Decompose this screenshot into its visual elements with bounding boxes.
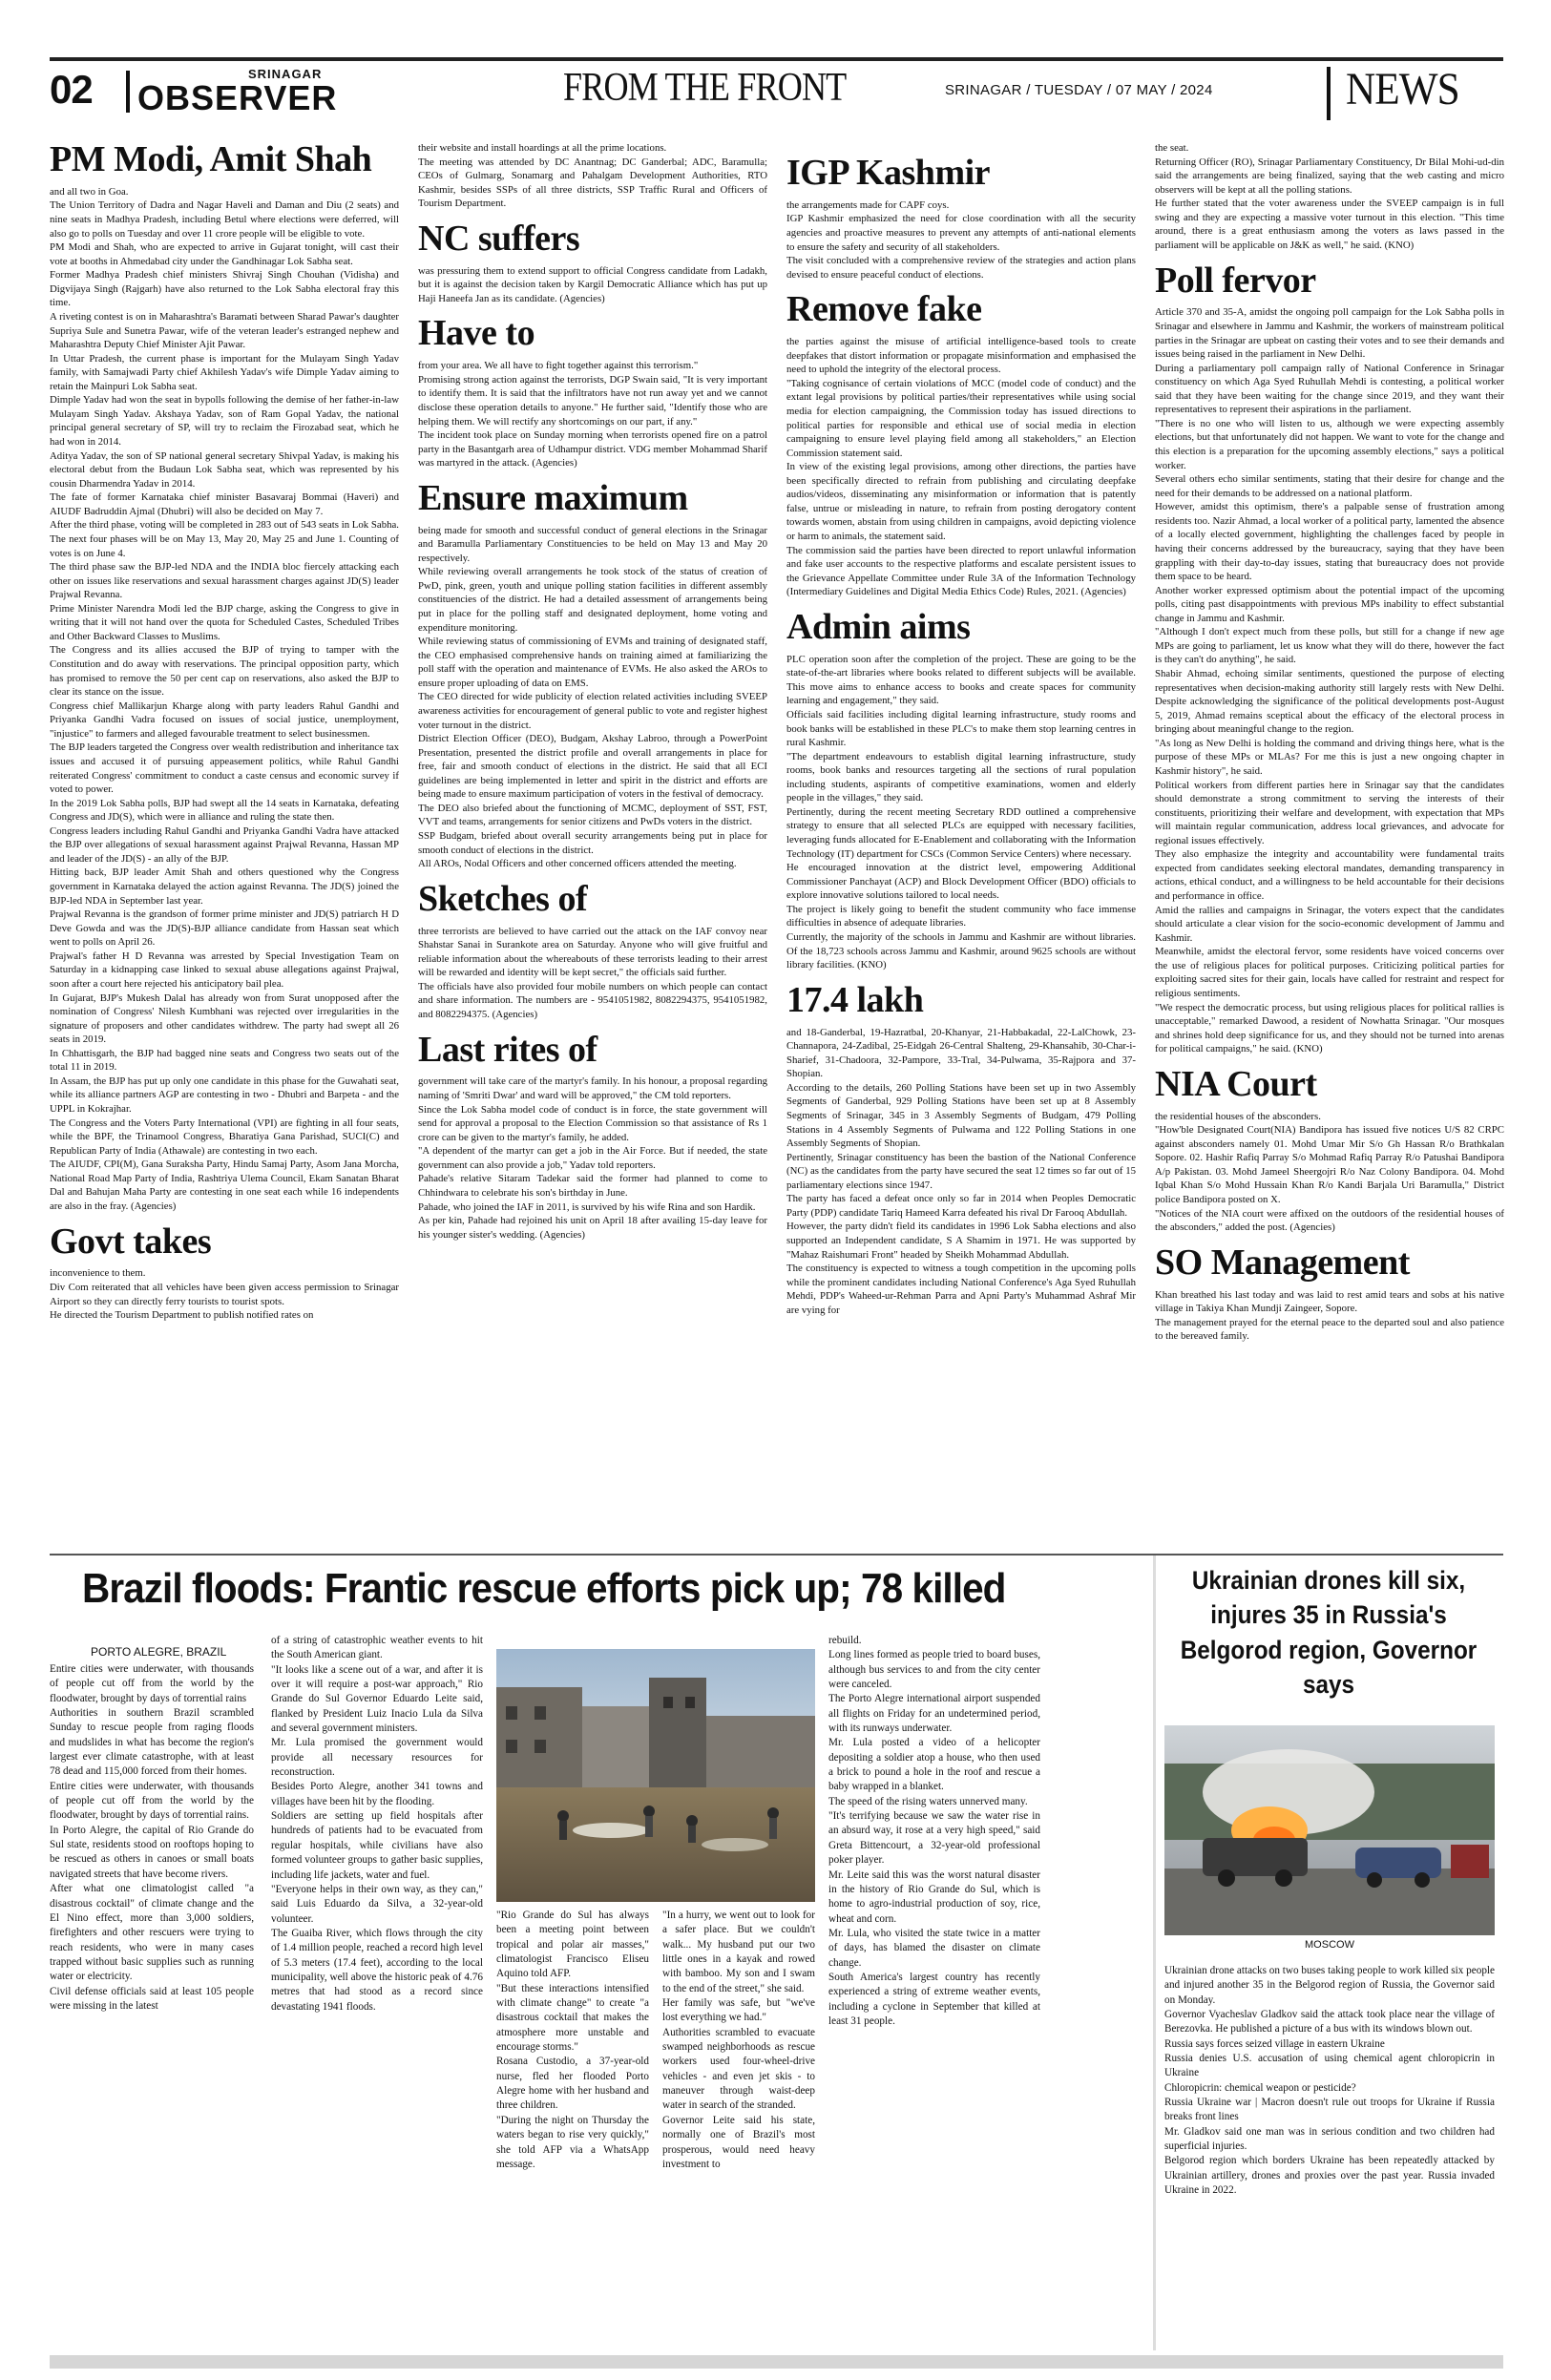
article-body: the parties against the misuse of artificial intelligence-based tools to create deepfakes that distort information or propagate misinformation and emphasised the need to uphold the integrity of the electoral process. "Taking cognisance of certain violations of MCC (model code of conduct) and the extant legal provisions by political parties/their representatives while using social media for election campaigning, the Commission today has issued directions to political parties for responsible and ethical use of social media in election campaigning to ensure level playing field among all stakeholders," an Election Commission statement said. In view of the existing legal provisions, among other directions, the parties have been specifically directed to refrain from publishing and circulating deepfake audios/videos, disseminating any misinformation or information that is patently false, untrue or misleading in nature, to refrain from posting derogatory content towards women, abstain from using children in campaigns, avoid depicting violence or harm to animals, the statement said. The commission said the parties have been directed to report unlawful information and fake user accounts to the respective platforms and escalate persistent issues to the Grievance Appellate Committee under Rule 3A of the Information Technology (Intermediary Guidelines and Digital Media Ethics Code) Rules, 2021. (Agencies)	[786, 336, 1136, 598]
article-body: the arrangements made for CAPF coys. IGP Kashmir emphasized the need for close coordination with all the security agencies and proactive measures to prevent any attempts of anti-national elements to ensure the safety and security of all stakeholders. The visit concluded with a comprehensive review of the strategies and action plans devised to ensure peaceful conduct of elections.	[786, 198, 1136, 281]
article-body: Article 370 and 35-A, amidst the ongoing poll campaign for the Lok Sabha polls in Srinagar and elsewhere in Jammu and Kashmir, the workers of mainstream political parties in the Srinagar are upbeat on casting their votes and to see their demands and issues being raised in the parliament in New Delhi. During a parliamentary poll campaign rally of National Conference in Srinagar constituency on which Aga Syed Ruhullah Mehdi is contesting, a political worker said that they have been waiting for the change since 2019, and they want their representatives to represent their aspirations in the parliament. "There is no one who will listen to us, although we were expecting assembly elections, but that unfortunately did not happen. We want to vote for the change and this election is a preparation for the upcoming assembly elections," says a political worker. Several others echo similar sentiments, stating that their desire for change and the need for their demands to be addressed on a national platform. However, amidst this optimism, there's a palpable sense of frustration among residents too. Nazir Ahmad, a local worker of a political party, lamented the absence of a locally elected government, highlighting the challenges faced by people in having their concerns addressed by the bureaucracy, saying that they have been grappling with their day-to-day issues, stating that bureaucracy does not provide them space to be heard. Another worker expressed optimism about the potential impact of the upcoming polls, citing past disappointments with previous MPs inability to effect substantial change in Jammu and Kashmir. "Although I don't expect much from these polls, but still for a change if new age MPs are going to parliament, let us know what they will do there, however the fact is they can't do anything", he said. Shabir Ahmad, echoing similar sentiments, questioned the purpose of electing representatives when decision-making authority still largely rests with New Delhi. Despite acknowledging the significance of the political developments post-August 5, 2019, Ahmad remains sceptical about the efficacy of the electoral process in bringing about meaningful change to the region. "As long as New Delhi is holding the command and driving things here, what is the purpose of these MPs or MLAs? For me this is just a new ongoing chapter in Kashmir history", he said. Political workers from different parties here in Srinagar say that the candidates should demonstrate a strong commitment to serving the interests of their constituents, prioritizing their welfare and development, with expectation that MPs will maintain regular communication, address local grievances, and advocate for regional issues effectively. They also emphasize the integrity and accountability were fundamental traits expected from candidates seeking electoral mandates, demanding transparency in actions, ethical conduct, and a willingness to be held accountable for their decisions and performance in office. Amid the rallies and campaigns in Srinagar, the voters expect that the candidates should articulate a clear vision for the socio-economic development of Jammu and Kashmir. Meanwhile, amidst the electoral fervor, some residents have voiced concerns over the use of religious places for political purposes. Criticizing political parties for exploiting sacred sites for their gain, locals have called for restraint and respect for religious sentiments. "We respect the democratic process, but using religious places for political rallies is unacceptable," remarked Dawood, a resident of Nowhatta Srinagar. "Our mosques and shrines hold deep significance for us, and they should not be turned into arenas for political campaigns," he said. (KNO)	[1155, 306, 1504, 1055]
article-govt-takes	[50, 1223, 399, 1323]
photo-caption: MOSCOW	[1305, 1939, 1354, 1951]
brazil-column-4	[662, 1909, 815, 2349]
headline: 17.4 lakh	[786, 979, 924, 1020]
article-nc-suffers	[418, 220, 767, 306]
article-body: and all two in Goa. The Union Territory of Dadra and Nagar Haveli and Daman and Diu (2 seats) and nine seats in Madhya Pradesh, including Betul where elections were deferred, will also go to polls on Tuesday and over 11 crore people will be eligible to vote. PM Modi and Shah, who are expected to arrive in Gujarat tonight, will cast their vote at booths in Ahmedabad city under the Gandhinagar Lok Sabha seat. Former Madhya Pradesh chief ministers Shivraj Singh Chouhan (Vidisha) and Digvijaya Singh (Rajgarh) have also returned to the Lok Sabha electoral fray this time. A riveting contest is on in Maharashtra's Baramati between Sharad Pawar's daughter Supriya Sule and Sunetra Pawar, wife of the veteran leader's estranged nephew and Maharashtra Deputy Chief Minister Ajit Pawar. In Uttar Pradesh, the current phase is important for the Mulayam Singh Yadav family, with Samajwadi Party chief Akhilesh Yadav's wife Dimple Yadav aiming to retain the Mainpuri Lok Sabha seat. Dimple Yadav had won the seat in bypolls following the demise of her father-in-law Mulayam Singh Yadav. Akshaya Yadav, son of Ram Gopal Yadav, the national principal general secretary of SP, will try to reclaim the Firozabad seat, which he had won in 2014. Aditya Yadav, the son of SP national general secretary Shivpal Yadav, is making his electoral debut from the Budaun Lok Sabha seat, which was represented by his cousin Dharmendra Yadav in 2014. The fate of former Karnataka chief minister Basavaraj Bommai (Haveri) and AIUDF Badruddin Ajmal (Dhubri) will also be decided on May 7. After the third phase, voting will be completed in 283 out of 543 seats in Lok Sabha. The next four phases will be on May 13, May 20, May 25 and June 1. Counting of votes is on June 4. The third phase saw the BJP-led NDA and the INDIA bloc fiercely attacking each other on issues like reservations and sexual harassment charges against JD(S) leader Prajwal Revanna. Prime Minister Narendra Modi led the BJP charge, asking the Congress to give in writing that it will not hand over the quota for Scheduled Castes, Scheduled Tribes and Other Backward Classes to Muslims. The Congress and its allies accused the BJP of trying to tamper with the Constitution and do away with reservations. The principal opposition party, which has promised to remove the 50 per cent cap on reservations, also asked the BJP to clear its stance on the issue. Congress chief Mallikarjun Kharge along with party leaders Rahul Gandhi and Priyanka Gandhi Vadra focused on issues of social justice, unemployment, "injustice" to farmers and alleged favourable treatment to select businessmen. The BJP leaders targeted the Congress over wealth redistribution and inheritance tax issues and accused it of pursuing appeasement politics, while Rahul Gandhi reiterated Congress' commitment to conduct a caste census and economic survey if voted to power. In the 2019 Lok Sabha polls, BJP had swept all the 14 seats in Karnataka, defeating Congress and JD(S), which were in alliance and ruling the state then. Congress leaders including Rahul Gandhi and Priyanka Gandhi Vadra have attacked the BJP over allegations of sexual harassment against Prajwal Revanna, Hassan MP and leader of the JD(S) - an ally of the BJP. Hitting back, BJP leader Amit Shah and others questioned why the Congress government in Karnataka delayed the action against Revanna. The JD(S) joined the BJP-led NDA in September last year. Prajwal Revanna is the grandson of former prime minister and JD(S) patriarch H D Deve Gowda and was the JD(S)-BJP alliance candidate from Hassan seat which went to polls on April 26. Prajwal's father H D Revanna was arrested by Special Investigation Team on Saturday in a kidnapping case linked to sexual abuse allegations against Prajwal, soon after a court here rejected his anticipatory bail plea. In Gujarat, BJP's Mukesh Dalal has already won from Surat unopposed after the nomination of Congress' Nilesh Kumbhani was rejected over irregularities in the signature of proposers and other candidates withdrew. The party had swept all 26 seats in 2019. In Chhattisgarh, the BJP had bagged nine seats and Congress two seats out of the total 11 in 2019. In Assam, the BJP has put up only one candidate in this phase for the Guwahati seat, while its alliance partners AGP are contesting in two - Dhubri and Barpeta - and the UPPL in Kokrajhar. The Congress and the Voters Party International (VPI) are fighting in all four seats, while the BPF, the Trinamool Congress, Bharatiya Gana Parishad, SUCI(C) and Republican Party of India (Athawale) are contesting in two each. The AIUDF, CPI(M), Gana Suraksha Party, Hindu Samaj Party, Asom Jana Morcha, National Road Map Party of India, Rashtriya Ulema Council, Ekam Sanatan Bharat Dal and Bahujan Maha Party are contesting in one seat each while 16 independents are also in the fray. (Agencies)	[50, 185, 399, 1212]
article-nia-court	[1155, 1063, 1504, 1235]
column-1	[50, 136, 399, 1548]
article-ensure-maximum	[418, 477, 767, 871]
brazil-headline: Brazil floods: Frantic rescue efforts pick up; 78 killed	[82, 1565, 1006, 1612]
brazil-column-5	[828, 1634, 1040, 2349]
header-divider	[126, 71, 130, 113]
article-body: rebuild. Long lines formed as people tried to board buses, although bus services to and from the city center were canceled. The Porto Alegre international airport suspended all flights on Friday for an undetermined period, with its runways underwater. Mr. Lula posted a video of a helicopter depositing a soldier atop a house, who then used a brick to pound a hole in the roof and rescue a baby wrapped in a blanket. The speed of the rising waters unnerved many. "It's terrifying because we saw the water rise in an absurd way, it rose at a very high speed," said Greta Bittencourt, a 32-year-old professional poker player. Mr. Leite said this was the worst natural disaster in the history of Rio Grande do Sul, which is home to agro-industrial production of soy, rice, wheat and corn. Mr. Lula, who visited the state twice in a matter of days, has blamed the disaster on climate change. South America's largest country has recently experienced a string of extreme weather events, including a cyclone in September that killed at least 31 people.	[828, 1635, 1040, 2027]
header-dateline: SRINAGAR / TUESDAY / 07 MAY / 2024	[945, 82, 1213, 98]
headline: NC suffers	[418, 218, 580, 259]
article-body: three terrorists are believed to have carried out the attack on the IAF convoy near Shahstar Sanai in Surankote area on Saturday. Anyone who will give fruitful and reliable information about the whereabouts of these terrorists leading to their arrest will be rewarded and identity will be kept secret," the officials said further. The officials have also provided four mobile numbers on which people can contact and share information. The numbers are - 9541051982, 8082294375, 9541051982, and 8082294375. (Agencies)	[418, 925, 767, 1020]
burning-vehicles-image	[1164, 1725, 1495, 1935]
article-remove-fake	[786, 291, 1136, 599]
article-igp-kashmir	[786, 155, 1136, 282]
article-body: from your area. We all have to fight together against this terrorism." Promising strong action against the terrorists, DGP Swain said, "It is very important to identify them. It is said that the infiltrators have not run away yet and we cannot disclose these operation details to anyone." He further said, "Identify those who are helping them. We will rectify any shortcomings on our part, if any." The incident took place on Sunday morning when terrorists opened fire on a patrol party in the Basantgarh area of Udhampur district. VDG member Mohammad Sharif was martyred in the attack. (Agencies)	[418, 360, 767, 470]
article-sketches-of	[418, 878, 767, 1022]
article-admin-aims	[786, 606, 1136, 972]
footer-bar	[50, 2355, 1503, 2369]
article-body: Khan breathed his last today and was laid to rest amid tears and sobs at his native village in Takiya Khan Mundji Zaingeer, Sopore. The management prayed for the eternal peace to the departed soul and also patience to the bereaved family.	[1155, 1288, 1504, 1343]
brazil-column-1	[50, 1662, 254, 2349]
article-so-management	[1155, 1244, 1504, 1344]
brazil-dateline: PORTO ALEGRE, BRAZIL	[91, 1645, 227, 1659]
headline: Sketches of	[418, 878, 588, 919]
article-body: PLC operation soon after the completion of the project. These are going to be the state-of-the-art libraries where books related to different subjects will be available. This move aims to enhance access to books and create spaces for community learning and engagement," they said. Officials said facilities including digital learning infrastructure, study rooms and book banks will be established in these PLC's to make them stop learning centres in rural Kashmir. "The department endeavours to establish digital learning infrastructure, study rooms, book banks and resources targeting all the sections of rural population including students, aspirants of competitive examinations, women and elderly people in the villages," they said. Pertinently, during the recent meeting Secretary RDD outlined a comprehensive strategy to ensure that all selected PLCs are equipped with necessary facilities, leveraging funds allocated for E-Enablement and collaborating with the Information Technology (IT) department for CSCs (Common Service Centers) where necessary. He encouraged innovation at the district level, empowering Additional Commissioner Panchayat (ACP) and Block Development Officer (BDO) officials to explore innovative solutions tailored to local needs. The project is likely going to benefit the student community who face immense difficulties in absence of adequate libraries. Currently, the majority of the schools in Jammu and Kashmir are without libraries. Of the 18,723 schools across Jammu and Kashmir, around 9625 schools are without library facilities. (KNO)	[786, 653, 1136, 971]
page-number: 02	[50, 67, 93, 112]
masthead-title: OBSERVER	[137, 78, 338, 117]
article-body: their website and install hoardings at all the prime locations. The meeting was attended by DC Anantnag; DC Ganderbal; ADC, Baramulla; CEOs of Gulmarg, Sonamarg and Pahalgam Development Authorities, RTO Kashmir, besides SSPs of all three districts, SSP Traffic Rural and Officers of Tourism Department.	[418, 142, 767, 210]
headline: NIA Court	[1155, 1063, 1317, 1104]
headline: PM Modi, Amit Shah	[50, 139, 372, 179]
headline: IGP Kashmir	[786, 153, 991, 193]
article-body: government will take care of the martyr's family. In his honour, a proposal regarding naming of 'Smriti Dwar' and ward will be approved," the CM told reporters. Since the Lok Sabha model code of conduct is in force, the state government will send for approval a proposal to the Election Commission so that assistance of Rs 1 crore can be given to the martyr's family, he added. "A dependent of the martyr can get a job in the Air Force. But if needed, the state government can also provide a job," Yadav told reporters. Pahade's relative Sitaram Tadekar said the former had planned to come to Chhindwara to celebrate his son's birthday in June. Pahade, who joined the IAF in 2011, is survived by his wife Rina and son Hardik. As per kin, Pahade had rejoined his unit on April 18 after availing 15-day leave for his younger sister's wedding. (Agencies)	[418, 1075, 767, 1241]
flood-photo	[496, 1649, 815, 1902]
article-body: inconvenience to them. Div Com reiterated that all vehicles have been given access permission to Srinagar Airport so they can directly ferry tourists to tourist spots. He directed the Tourism Department to publish notified rates on	[50, 1267, 399, 1322]
headline: Remove fake	[786, 289, 982, 330]
headline: Poll fervor	[1155, 260, 1316, 301]
ukraine-body-column	[1164, 1964, 1495, 2349]
brazil-column-2	[271, 1634, 483, 2349]
column-2	[418, 141, 767, 1548]
masthead-city: SRINAGAR	[248, 67, 323, 81]
headline: Admin aims	[786, 606, 971, 647]
article-body: being made for smooth and successful conduct of general elections in the Srinagar and Baramulla Parliamentary Constituencies to be held on May 13 and May 20 respectively. While reviewing overall arrangements he took stock of the status of creation of PwD, pink, green, youth and unique polling station facilities in different assembly constituencies of the district. He had a detailed assessment of arrangements being put in place for the polling staff and designated deployment, home voting and expenditure monitoring. While reviewing status of commissioning of EVMs and training of designated staff, the CEO emphasised comprehensive hands on training aimed at familiarizing the poll staff with the operation and maintenance of EVMs. He also asked the AROs to ensure proper uploading of data on EMS. The CEO directed for wide publicity of election related activities including SVEEP awareness activities for encouragement of general public to vote and register highest voter turnout in the district. District Election Officer (DEO), Budgam, Akshay Labroo, through a PowerPoint Presentation, presented the district profile and overall arrangements in place for free, fair and smooth conduct of elections in the district. He said that all ECI guidelines are being implemented in letter and spirit in the district and efforts are being made to ensure maximum participation of voters in the festival of democracy. The DEO also briefed about the functioning of MCMC, deployment of SST, FST, VVT and teams, arrangements for senior citizens and PwDs voters in the district. SSP Budgam, briefed about overall security arrangements being put in place for smooth conduct of elections in the district. All AROs, Nodal Officers and other concerned officers attended the meeting.	[418, 524, 767, 870]
article-pm-modi	[50, 141, 399, 1214]
article-continuation	[1155, 141, 1504, 253]
headline: Ensure maximum	[418, 477, 688, 518]
headline: Have to	[418, 313, 535, 354]
drone-attack-photo	[1164, 1725, 1495, 1935]
ukraine-headline: Ukrainian drones kill six, injures 35 in Russia's Belgorod region, Governor says	[1180, 1566, 1478, 1700]
article-body: Ukrainian drone attacks on two buses taking people to work killed six people and injured another 35 in the Belgorod region of Russia, the Governor said on Monday. Governor Vyacheslav Gladkov said the attack took place near the village of Berezovka. He published a picture of a bus with its windows blown out. Russia says forces seized village in eastern Ukraine Russia denies U.S. accusation of using chemical agent chloropicrin in Ukraine Chloropicrin: chemical weapon or pesticide? Russia Ukraine war | Macron doesn't rule out troops for Ukraine if Russia breaks front lines Mr. Gladkov said one man was in serious condition and two children had superficial injuries. Belgorod region which borders Ukraine has been repeatedly attacked by Ukrainian artillery, drones and proxies over the past year. Russia invaded Ukraine in 2022.	[1164, 1965, 1495, 2197]
header-rule	[50, 57, 1503, 61]
header-divider	[1327, 67, 1331, 120]
column-4	[1155, 141, 1504, 1548]
article-body: "Rio Grande do Sul has always been a meeting point between tropical and polar air masses," climatologist Francisco Eliseu Aquino told AFP. "But these interactions intensified with climate change" to create "a disastrous cocktail that makes the atmosphere more unstable and encourage storms." Rosana Custodio, a 37-year-old nurse, fled her flooded Porto Alegre home with her husband and three children. "During the night on Thursday the waters began to rise very quickly," she told AFP via a WhatsApp message.	[496, 1910, 649, 2170]
section-category: NEWS	[1346, 64, 1459, 115]
column-3	[786, 136, 1136, 1548]
brazil-column-3	[496, 1909, 649, 2349]
article-poll-fervor	[1155, 262, 1504, 1056]
headline: Govt takes	[50, 1221, 212, 1262]
article-have-to	[418, 315, 767, 470]
headline: SO Management	[1155, 1242, 1410, 1283]
article-last-rites	[418, 1029, 767, 1242]
article-continuation	[418, 141, 767, 211]
article-17-lakh	[786, 979, 1136, 1318]
flood-scene-image	[496, 1649, 815, 1902]
section-title: FROM THE FRONT	[563, 66, 847, 110]
article-body: the residential houses of the absconders. "How'ble Designated Court(NIA) Bandipora has issued five notices U/S 82 CRPC against absconders namely 01. Mohd Umar Mir S/o Gh Hassan R/o Brathkalan Sopore. 02. Hashir Rafiq Parray S/o Mohmad Rafiq Parray R/o Patushai Bandipora A/p Pakistan. 03. Mohd Jameel Sheergojri R/o Naz Colony Bandipora. 04. Mohd Iqbal Khan S/o Mohd Hussain Khan R/o Kandi Barjala Uri Baramulla," District police Bandipora posted on X. "Notices of the NIA court were affixed on the outdoors of the residential houses of the absconders," added the post. (Agencies)	[1155, 1110, 1504, 1234]
article-body: Entire cities were underwater, with thousands of people cut off from the world by the floodwater, brought by days of torrential rains Authorities in southern Brazil scrambled Sunday to rescue people from raging floods and mudslides in what has become the region's largest ever climate catastrophe, with at least 78 dead and 115,000 forced from their homes. Entire cities were underwater, with thousands of people cut off from the world by the floodwater, brought by days of torrential rains. In Porto Alegre, the capital of Rio Grande do Sul state, residents stood on rooftops hoping to be rescued as others in canoes or small boats navigated streets that have become rivers. After what one climatologist called "a disastrous cocktail" of climate change and the El Nino effect, more than 3,000 soldiers, firefighters and other rescuers were trying to reach residents, who were in many cases trapped without basic supplies such as running water or electricity. Civil defense officials said at least 105 people were missing in the latest	[50, 1663, 254, 2012]
article-body: "In a hurry, we went out to look for a safer place. But we couldn't walk... My husband put our two little ones in a kayak and rowed with bamboo. My son and I swam to the end of the street," she said. Her family was safe, but "we've lost everything we had." Authorities scrambled to evacuate swamped neighborhoods as rescue workers used four-wheel-drive vehicles - and even jet skis - to maneuver through waist-deep water in search of the stranded. Governor Leite said his state, normally one of Brazil's most prosperous, would need heavy investment to	[662, 1910, 815, 2170]
article-body: was pressuring them to extend support to official Congress candidate from Ladakh, but it is against the decision taken by Kargil Democratic Alliance which has put up Haji Haneefa Jan as its candidate. (Agencies)	[418, 264, 767, 304]
article-body: of a string of catastrophic weather events to hit the South American giant. "It looks like a scene out of a war, and after it is over it will require a post-war approach," Rio Grande do Sul Governor Eduardo Leite said, flanked by President Luiz Inacio Lula da Silva and several government ministers. Mr. Lula promised the government would provide all necessary resources for reconstruction. Besides Porto Alegre, another 341 towns and villages have been hit by the flooding. Soldiers are setting up field hospitals after hundreds of patients had to be evacuated from regular hospitals, while civilians have also formed volunteer groups to gather basic supplies, including life jackets, water and fuel. "Everyone helps in their own way, as they can," said Luis Eduardo da Silva, a 32-year-old volunteer. The Guaiba River, which flows through the city of 1.4 million people, reached a record high level of 5.3 meters (17.4 feet), according to the local municipality, well above the historic peak of 4.76 metres that had stood as a record since devastating 1941 floods.	[271, 1635, 483, 2013]
article-body: the seat. Returning Officer (RO), Srinagar Parliamentary Constituency, Dr Bilal Mohi-ud-din said the arrangements are being finalized, saying that the web casting and micro observers will be kept at all the polling stations. He further stated that the voter awareness under the SVEEP campaign is in full swing and they are expecting a massive voter turnout in this election. "This time around, there is a great enthusiasm among the voters as laws passed in the parliament will be applicable on J&K as well," he said. (KNO)	[1155, 142, 1504, 251]
article-body: and 18-Ganderbal, 19-Hazratbal, 20-Khanyar, 21-Habbakadal, 22-LalChowk, 23-Channapora, 24-Zadibal, 25-Eidgah 26-Central Shalteng, 29-Khansahib, 30-Char-i-Sharief, 31-Chadoora, 32-Pampore, 33-Tral, 34-Pulwama, 35-Rajpora and 37-Shopian. According to the details, 260 Polling Stations have been set up in two Assembly Segments of Ganderbal, 929 Polling Stations have been set up at 8 Assembly Segments of Srinagar, 345 in 3 Assembly Segments of Budgam, 479 Polling Stations in 4 Assembly Segments of Pulwama and 122 Polling Stations in one Assembly Segments of Shopian. Pertinently, Srinagar constituency has been the bastion of the National Conference (NC) as the candidates from the party have secured the seat 12 times so far out of 15 parliamentary elections since 1947. The party has faced a defeat once only so far in 2014 when Peoples Democratic Party (PDP) candidate Tariq Hameed Karra defeated his rival Dr Farooq Abdullah. However, the party didn't field its candidates in 1996 Lok Sabha elections and also supported an Independent candidate, S A Shamim in 1971. He was supported by "Mahaz Raishumari Front" headed by Sheikh Mohammad Abdullah. The constituency is expected to witness a tough competition in the upcoming polls while the prominent candidates including National Conference's Aga Syed Ruhullah Mehdi, PDP's Waheed-ur-Rehman Parra and Apni Party's Muhammad Ashraf Mir are vying for	[786, 1026, 1136, 1316]
headline: Last rites of	[418, 1029, 597, 1070]
